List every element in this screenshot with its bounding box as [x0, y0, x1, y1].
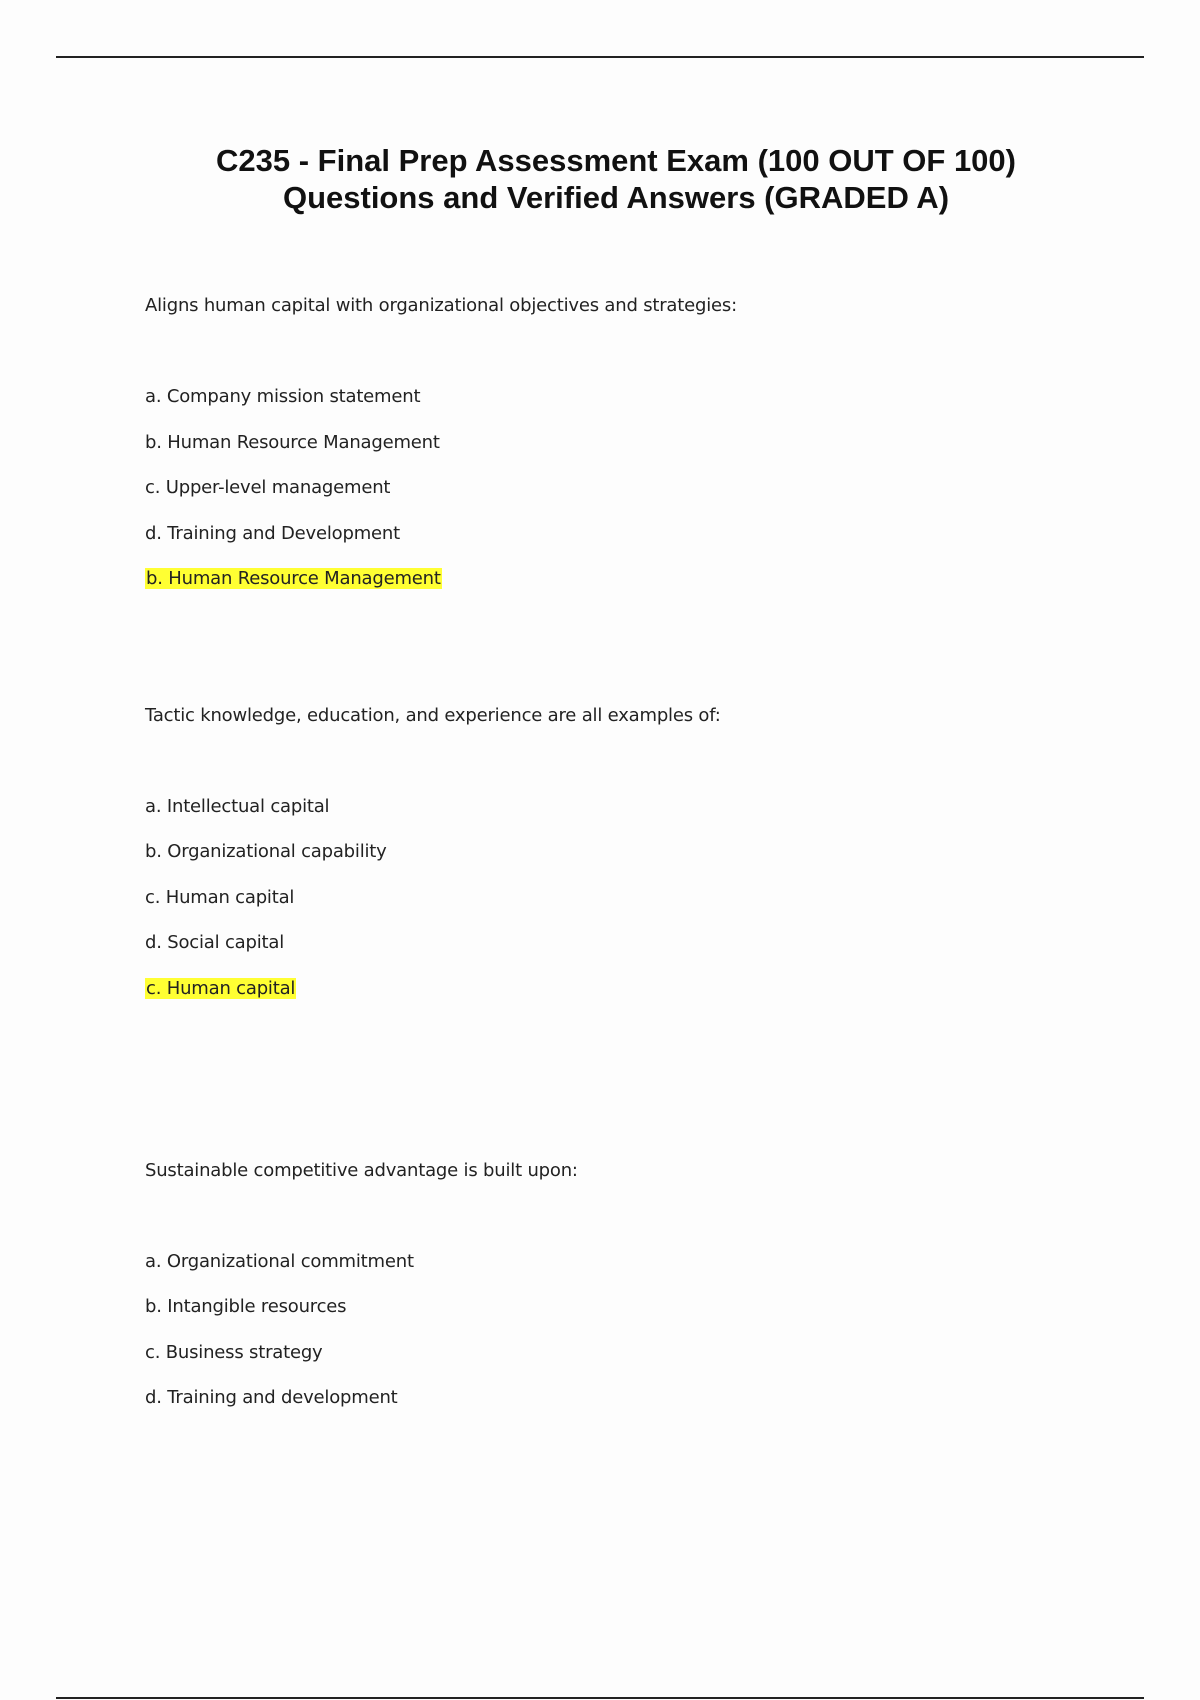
- answer-highlight: c. Human capital: [146, 978, 296, 999]
- question-2-answer: [145, 977, 296, 1001]
- document-title: [0, 142, 1200, 216]
- question-3-prompt: Sustainable competitive advantage is built upon:: [145, 1160, 578, 1181]
- question-3-option-a: a. Organizational commitment: [145, 1251, 414, 1272]
- question-3-option-b: b. Intangible resources: [145, 1296, 347, 1317]
- footer-rule: [56, 1697, 1144, 1699]
- question-3-option-d: d. Training and development: [145, 1387, 398, 1408]
- question-2-option-d: d. Social capital: [145, 932, 285, 953]
- question-3-option-c: c. Business strategy: [145, 1342, 323, 1363]
- question-1-prompt: Aligns human capital with organizational objectives and strategies:: [145, 295, 737, 316]
- question-1-option-a: a. Company mission statement: [145, 386, 421, 407]
- header-rule: [56, 56, 1144, 58]
- title-line-1: C235 - Final Prep Assessment Exam (100 OUT OF 100): [215, 143, 1016, 178]
- question-2-option-a: a. Intellectual capital: [145, 796, 330, 817]
- question-1-option-d: d. Training and Development: [145, 523, 400, 544]
- question-2-option-b: b. Organizational capability: [145, 841, 387, 862]
- question-2-prompt: Tactic knowledge, education, and experience are all examples of:: [145, 705, 721, 726]
- question-1-option-b: b. Human Resource Management: [145, 432, 440, 453]
- answer-highlight: b. Human Resource Management: [146, 568, 441, 589]
- title-line-2: Questions and Verified Answers (GRADED A): [282, 180, 950, 215]
- question-1-answer: [145, 567, 442, 591]
- question-2-option-c: c. Human capital: [145, 887, 295, 908]
- question-1-option-c: c. Upper-level management: [145, 477, 391, 498]
